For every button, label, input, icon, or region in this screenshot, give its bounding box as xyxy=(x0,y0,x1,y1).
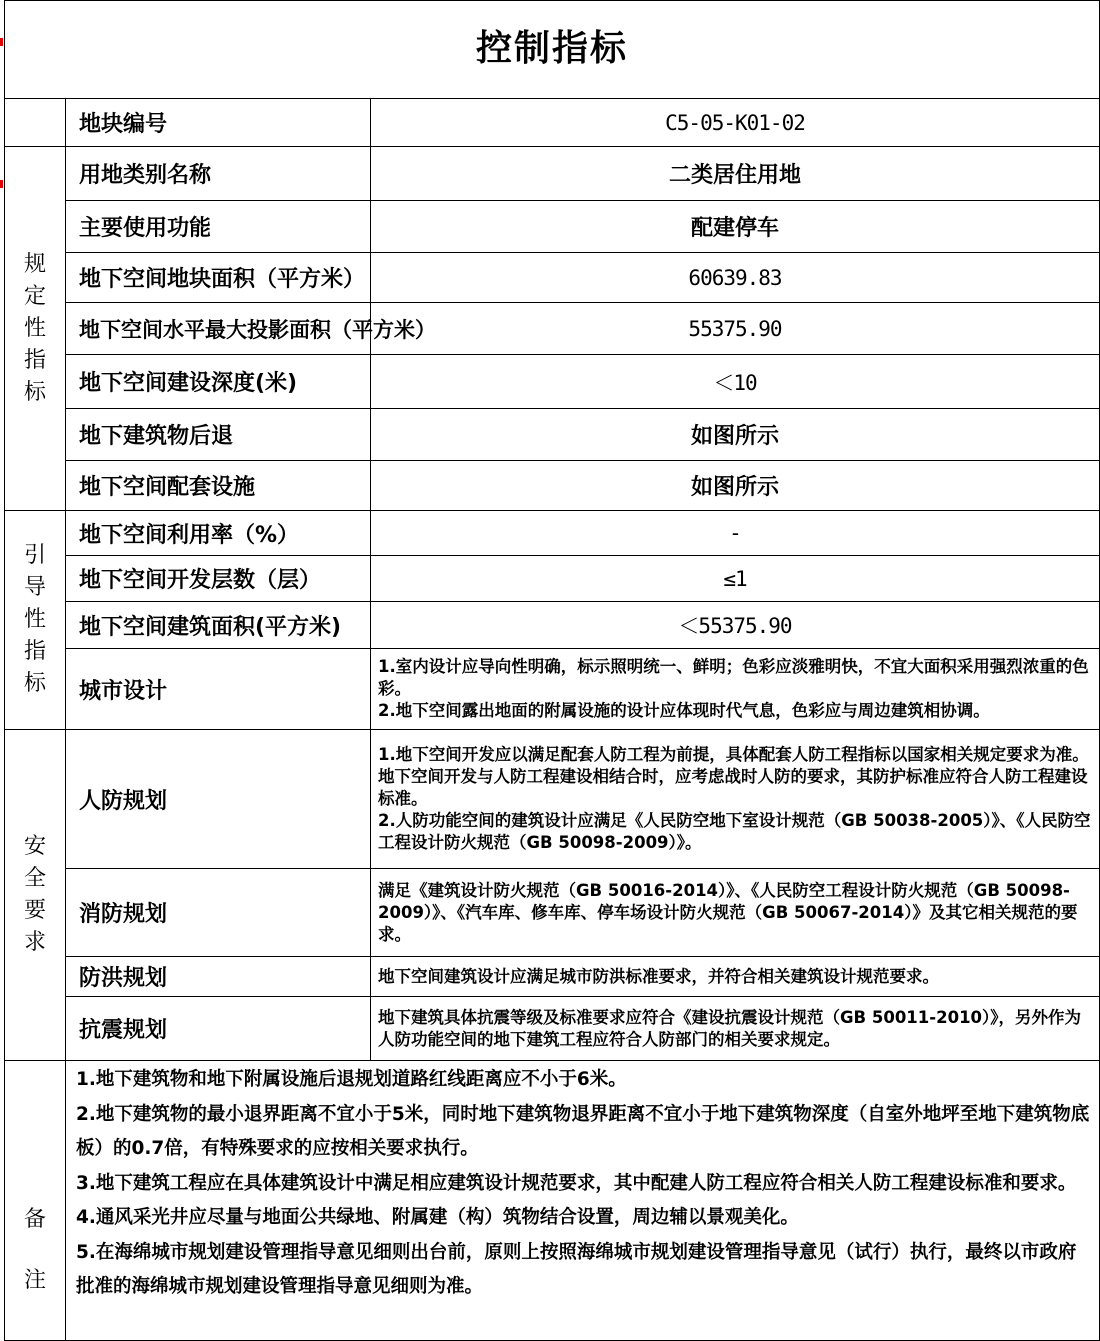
category-char: 引 xyxy=(23,543,46,568)
category-char: 注 xyxy=(23,1268,46,1293)
category-char: 性 xyxy=(23,607,46,632)
plot-area-value: 60639.83 xyxy=(371,253,1100,303)
floor-area-label: 地下空间建筑面积(平方米) xyxy=(66,602,371,649)
main-function-label: 主要使用功能 xyxy=(66,201,371,253)
table-title xyxy=(5,1,1100,99)
category-char: 标 xyxy=(23,671,46,696)
category-char: 备 xyxy=(23,1207,46,1232)
table-row xyxy=(5,511,1100,556)
category-char: 求 xyxy=(23,930,46,955)
main-function-value: 配建停车 xyxy=(371,201,1100,253)
notes-category-cell xyxy=(5,1061,66,1341)
table-row xyxy=(5,556,1100,602)
table-row xyxy=(5,602,1100,649)
note-line: 5.在海绵城市规划建设管理指导意见细则出台前，原则上按照海绵城市规划建设管理指导意见（试行）执行，最终以市政府批准的海绵城市规划建设管理指导意见细则为准。 xyxy=(76,1241,1077,1297)
description-line: 2.人防功能空间的建筑设计应满足《人民防空地下室设计规范（GB 50038-2005）》、《人民防空工程设计防火规范（GB 50098-2009）》。 xyxy=(378,811,1091,852)
utilization-label: 地下空间利用率（%） xyxy=(66,511,371,556)
table-row xyxy=(5,957,1100,997)
note-line: 1.地下建筑物和地下附属设施后退规划道路红线距离应不小于6米。 xyxy=(76,1069,627,1090)
table-row xyxy=(5,355,1100,409)
note-line: 3.地下建筑工程应在具体建筑设计中满足相应建筑设计规范要求，其中配建人防工程应符合相关人防工程建设标准和要求。 xyxy=(76,1172,1077,1194)
urban-design-text xyxy=(371,649,1100,730)
category-char: 安 xyxy=(23,834,46,859)
plot-code-label: 地块编号 xyxy=(66,99,371,147)
table-row xyxy=(5,649,1100,730)
table-row xyxy=(5,409,1100,461)
table-row xyxy=(5,147,1100,201)
description-line: 2.地下空间露出地面的附属设施的设计应体现时代气息，色彩应与周边建筑相协调。 xyxy=(378,701,990,720)
description-line: 1.地下空间开发应以满足配套人防工程为前提，具体配套人防工程指标以国家相关规定要求为准。地下空间开发与人防工程建设相结合时，应考虑战时人防的要求，其防护标准应符合人防工程建设标准。 xyxy=(378,745,1089,808)
floor-area-value: ＜55375.90 xyxy=(371,602,1100,649)
edge-mark xyxy=(0,38,3,46)
table-row xyxy=(5,461,1100,511)
land-use-value: 二类居住用地 xyxy=(371,147,1100,201)
description-line: 满足《建筑设计防火规范（GB 50016-2014）》、《人民防空工程设计防火规范（GB 50098-2009）》、《汽车库、修车库、停车场设计防火规范（GB 50067-2014）》及其它相关规范的要求。 xyxy=(378,880,1078,944)
description-line: 1.室内设计应导向性明确，标示照明统一、鲜明；色彩应淡雅明快，不宜大面积采用强烈浓重的色彩。 xyxy=(378,657,1089,698)
category-char: 性 xyxy=(23,315,46,341)
note-line: 4.通风采光井应尽量与地面公共绿地、附属建（构）筑物结合设置，周边辅以景观美化。 xyxy=(76,1207,799,1228)
category-char: 指 xyxy=(23,347,46,373)
category-char: 规 xyxy=(23,251,46,277)
category-char: 定 xyxy=(23,283,46,309)
category-char: 导 xyxy=(23,575,46,600)
seismic-label: 抗震规划 xyxy=(66,997,371,1061)
civil-defense-label: 人防规划 xyxy=(66,730,371,869)
flood-control-text xyxy=(371,957,1100,997)
safety-category-cell xyxy=(5,730,66,1061)
plot-code-row xyxy=(5,99,1100,147)
floors-label: 地下空间开发层数（层） xyxy=(66,556,371,602)
setback-label: 地下建筑物后退 xyxy=(66,409,371,461)
table-row xyxy=(5,253,1100,303)
fire-protection-text xyxy=(371,869,1100,957)
land-use-label: 用地类别名称 xyxy=(66,147,371,201)
depth-value: ＜10 xyxy=(371,355,1100,409)
table-row xyxy=(5,997,1100,1061)
floors-value: ≤1 xyxy=(371,556,1100,602)
projection-area-value: 55375.90 xyxy=(371,303,1100,355)
seismic-text xyxy=(371,997,1100,1061)
mandatory-category-cell xyxy=(5,147,66,511)
table-row xyxy=(5,201,1100,253)
table-row xyxy=(5,303,1100,355)
notes-text xyxy=(66,1061,1100,1341)
category-char: 要 xyxy=(23,898,46,923)
title-row xyxy=(5,1,1100,99)
civil-defense-text xyxy=(371,730,1100,869)
flood-control-label: 防洪规划 xyxy=(66,957,371,997)
category-char: 标 xyxy=(23,379,46,405)
plot-code-value: C5-05-K01-02 xyxy=(371,99,1100,147)
utilization-value: - xyxy=(371,511,1100,556)
fire-protection-label: 消防规划 xyxy=(66,869,371,957)
facilities-value: 如图所示 xyxy=(371,461,1100,511)
setback-value: 如图所示 xyxy=(371,409,1100,461)
category-char: 全 xyxy=(23,866,46,891)
control-index-table xyxy=(4,0,1100,1341)
table-title-text: 控制指标 xyxy=(476,28,629,69)
plot-area-label: 地下空间地块面积（平方米） xyxy=(66,253,371,303)
table-row xyxy=(5,869,1100,957)
facilities-label: 地下空间配套设施 xyxy=(66,461,371,511)
urban-design-label: 城市设计 xyxy=(66,649,371,730)
category-char: 指 xyxy=(23,639,46,664)
projection-area-label: 地下空间水平最大投影面积（平方米） xyxy=(66,303,371,355)
description-line: 地下建筑具体抗震等级及标准要求应符合《建设抗震设计规范（GB 50011-2010）》，另外作为人防功能空间的地下建筑工程应符合人防部门的相关要求规定。 xyxy=(378,1007,1082,1049)
note-line: 2.地下建筑物的最小退界距离不宜小于5米，同时地下建筑物退界距离不宜小于地下建筑物深度（自室外地坪至地下建筑物底板）的0.7倍，有特殊要求的应按相关要求执行。 xyxy=(76,1103,1090,1159)
blank-category-cell xyxy=(5,99,66,147)
guidance-category-cell xyxy=(5,511,66,730)
notes-row xyxy=(5,1061,1100,1341)
depth-label: 地下空间建设深度(米) xyxy=(66,355,371,409)
table-row xyxy=(5,730,1100,869)
edge-mark xyxy=(0,180,3,188)
description-line: 地下空间建筑设计应满足城市防洪标准要求，并符合相关建筑设计规范要求。 xyxy=(378,966,939,986)
